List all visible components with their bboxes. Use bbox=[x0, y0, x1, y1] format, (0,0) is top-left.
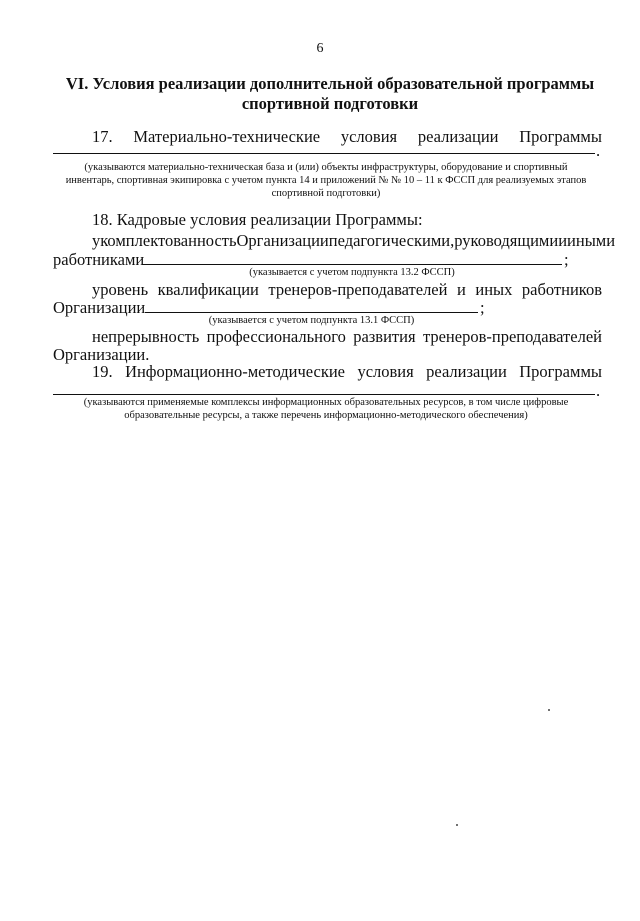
qualification-continuation: Организации bbox=[53, 298, 146, 317]
continuity-word: тренеров-преподавателей bbox=[422, 327, 602, 346]
item-19-end-mark: . bbox=[596, 381, 601, 400]
qualification-word: квалификации bbox=[157, 280, 259, 299]
staffing-end-mark: ; bbox=[564, 250, 569, 269]
qualification-end-mark: ; bbox=[480, 298, 485, 317]
continuity-continuation: Организации. bbox=[53, 345, 150, 364]
item-19-line bbox=[92, 362, 602, 382]
item-17-note-line-3: спортивной подготовки) bbox=[271, 188, 381, 199]
staffing-note: (указывается с учетом подпункта 13.2 ФССП) bbox=[249, 267, 455, 278]
continuity-word: непрерывность bbox=[92, 327, 200, 346]
page-number: 6 bbox=[316, 41, 324, 56]
item-17-note-line-2: инвентарь, спортивная экипировка с учетом пункта 14 и приложений № № 10 – 11 к ФССП для реализуемых этапов bbox=[65, 175, 587, 186]
scan-speck bbox=[548, 709, 550, 711]
qualification-fill-line bbox=[145, 312, 478, 313]
item-17-fill-line bbox=[53, 153, 595, 154]
staffing-word: и bbox=[558, 231, 568, 250]
staffing-continuation: работниками bbox=[53, 250, 145, 269]
item-17-word: условия bbox=[340, 127, 398, 146]
item-17-word: Программы bbox=[519, 127, 602, 146]
item-19-word: 19. bbox=[92, 362, 113, 381]
continuity-word: развития bbox=[353, 327, 416, 346]
qualification-note: (указывается с учетом подпункта 13.1 ФССП) bbox=[208, 315, 415, 326]
item-17-end-mark: . bbox=[596, 141, 601, 160]
item-19-word: Программы bbox=[519, 362, 602, 381]
qualification-word: тренеров-преподавателей bbox=[268, 280, 448, 299]
item-17-note-line-1: (указываются материально-техническая база и (или) объекты инфраструктуры, оборудование и спортивный bbox=[84, 162, 568, 173]
qualification-word: работников bbox=[521, 280, 602, 299]
staffing-word: Организации bbox=[236, 231, 329, 250]
staffing-word: укомплектованность bbox=[92, 231, 237, 250]
item-19-word: условия bbox=[357, 362, 414, 381]
section-title-line-1: VI. Условия реализации дополнительной образовательной программы bbox=[65, 74, 595, 93]
scan-speck bbox=[456, 824, 458, 826]
item-18-staffing-line bbox=[92, 231, 616, 251]
item-19-fill-line bbox=[53, 394, 595, 395]
section-title-line-2: спортивной подготовки bbox=[241, 94, 419, 113]
item-19-word: реализации bbox=[426, 362, 507, 381]
staffing-word: иными bbox=[567, 231, 616, 250]
item-17-line bbox=[92, 127, 602, 147]
qualification-word: и bbox=[457, 280, 466, 299]
item-17-word: Материально-технические bbox=[133, 127, 321, 146]
qualification-word: иных bbox=[475, 280, 513, 299]
item-17-word: реализации bbox=[417, 127, 499, 146]
item-18-heading: 18. Кадровые условия реализации Программы: bbox=[92, 210, 423, 229]
staffing-fill-line bbox=[142, 264, 562, 265]
staffing-word: педагогическими, bbox=[328, 231, 455, 250]
continuity-word: профессионального bbox=[206, 327, 346, 346]
item-18-continuity-line bbox=[92, 327, 602, 347]
item-19-note-line-1: (указываются применяемые комплексы информационных образовательных ресурсов, в том числе цифровые bbox=[83, 397, 569, 408]
item-18-qualification-line bbox=[92, 280, 602, 300]
staffing-word: руководящими bbox=[454, 231, 559, 250]
item-17-word: 17. bbox=[92, 127, 113, 146]
item-19-note-line-2: образовательные ресурсы, а также перечень информационно-методического обеспечения) bbox=[124, 410, 528, 421]
qualification-word: уровень bbox=[92, 280, 149, 299]
item-19-word: Информационно-методические bbox=[125, 362, 346, 381]
